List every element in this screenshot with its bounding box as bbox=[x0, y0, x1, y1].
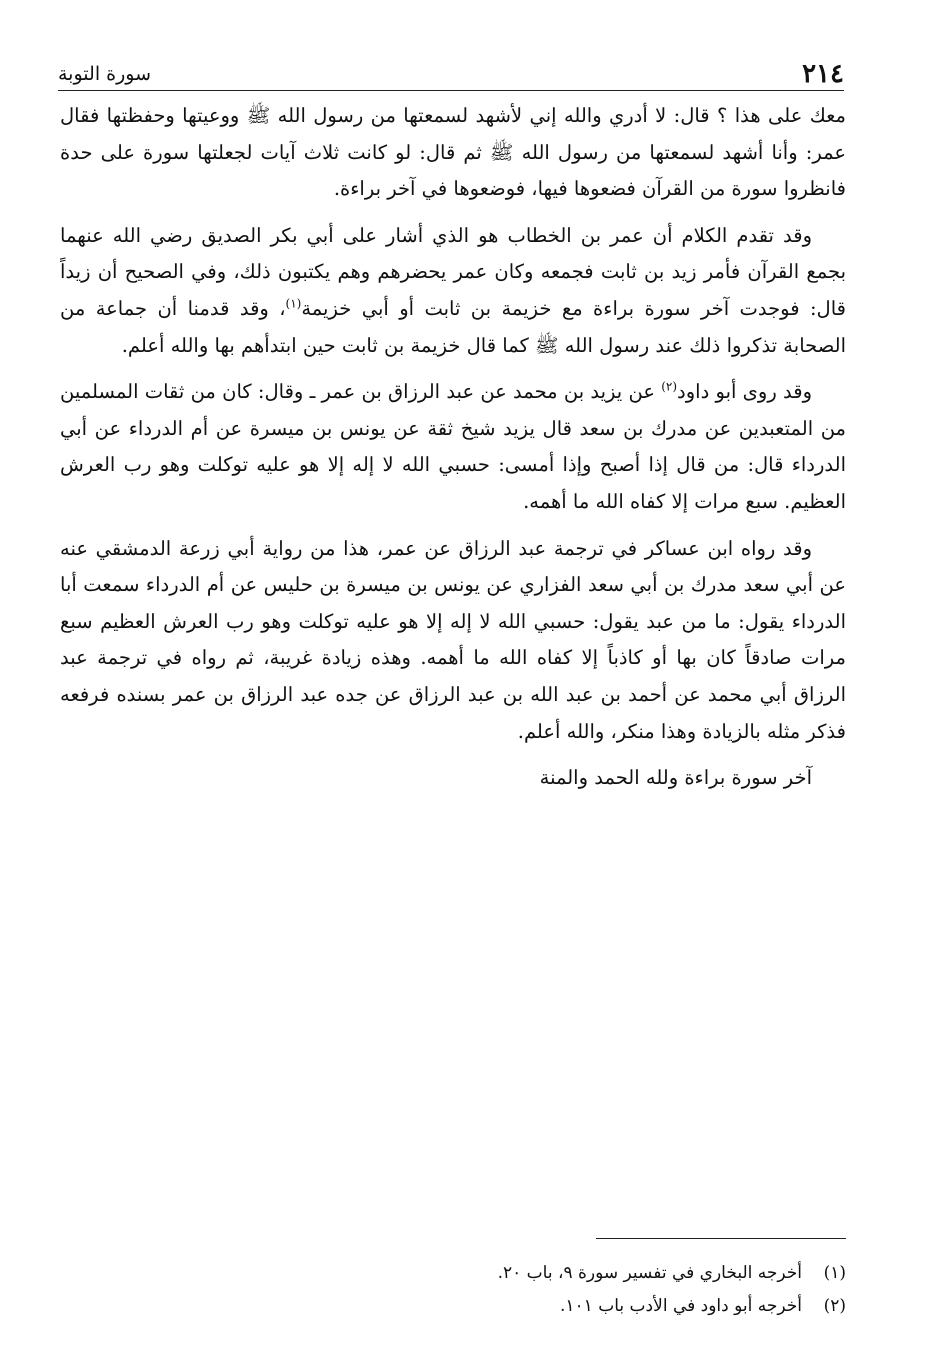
surah-closing: آخر سورة براءة ولله الحمد والمنة bbox=[539, 766, 812, 790]
surah-name: سورة التوبة bbox=[58, 63, 151, 85]
footnote-text: أخرجه البخاري في تفسير سورة ٩، باب ٢٠. bbox=[497, 1263, 802, 1283]
paragraph: معك على هذا ؟ قال: لا أدري والله إني لأشهد لسمعتها من رسول الله ﷺ ووعيتها وحفظتها فقال عمر: وأنا أشهد لسمعتها من رسول الله ﷺ ثم قال: لو كانت ثلاث آيات لجعلتها سورة على حدة فانظروا سورة من القرآن فضعوها فيها، فوضعوها في آخر براءة. bbox=[60, 104, 846, 201]
header-rule bbox=[58, 90, 844, 91]
footnote bbox=[60, 1257, 846, 1290]
footnote bbox=[60, 1290, 846, 1323]
paragraph bbox=[60, 218, 846, 364]
footnote-text: أخرجه أبو داود في الأدب باب ١٠١. bbox=[560, 1296, 802, 1316]
body-text bbox=[60, 98, 846, 807]
paragraph-text: ، وقد قدمنا أن جماعة من الصحابة تذكروا ذلك عند رسول الله ﷺ كما قال خزيمة بن ثابت حين ابتدأهم بها والله أعلم. bbox=[60, 296, 846, 357]
paragraph-text: عن يزيد بن محمد عن عبد الرزاق بن عمر ـ وقال: كان من ثقات المسلمين من المتعبدين عن مدرك بن سعد قال يزيد شيخ ثقة عن يونس بن ميسرة عن أم الدرداء عن أبي الدرداء قال: من قال إذا أصبح وإذا أمسى: حسبي الله لا إله إلا هو عليه توكلت وهو رب العرش العظيم. سبع مرات إلا كفاه الله ما أهمه. bbox=[60, 380, 846, 513]
footnote-marker: (١) bbox=[285, 296, 302, 311]
paragraph: وقد رواه ابن عساكر في ترجمة عبد الرزاق عن عمر، هذا من رواية أبي زرعة الدمشقي عنه عن أبي سعد مدرك بن أبي سعد الفزاري عن يونس بن ميسرة بن حليس عن أم الدرداء سمعت أبا الدرداء يقول: ما من عبد يقول: حسبي الله لا إله إلا هو عليه توكلت وهو رب العرش العظيم سبع مرات صادقاً كان بها أو كاذباً إلا كفاه الله ما أهمه. وهذه زيادة غريبة، ثم رواه في ترجمة عبد الرزاق أبي محمد عن أحمد بن عبد الله بن عبد الرزاق عن جده عبد الرزاق بن عمر بسنده فرفعه فذكر مثله بالزيادة وهذا منكر، والله أعلم. bbox=[60, 536, 846, 743]
footnote-number: (١) bbox=[823, 1263, 846, 1283]
paragraph-text: وقد روى أبو داود bbox=[677, 380, 812, 404]
footnote-marker: (٢) bbox=[661, 379, 678, 394]
page-number: ٢١٤ bbox=[802, 59, 844, 89]
footnotes bbox=[60, 1257, 846, 1323]
page-header bbox=[58, 58, 844, 90]
paragraph-text: وقد تقدم الكلام أن عمر بن الخطاب هو الذي أشار على أبي بكر الصديق رضي الله عنهما بجمع القرآن فأمر زيد بن ثابت فجمعه وكان عمر يحضرهم وهم يكتبون ذلك، وفي الصحيح أن زيداً قال: فوجدت آخر سورة براءة مع خزيمة بن ثابت أو أبي خزيمة bbox=[60, 223, 846, 320]
paragraph bbox=[60, 374, 846, 520]
footnote-number: (٢) bbox=[823, 1296, 846, 1316]
footnote-rule bbox=[596, 1238, 846, 1239]
